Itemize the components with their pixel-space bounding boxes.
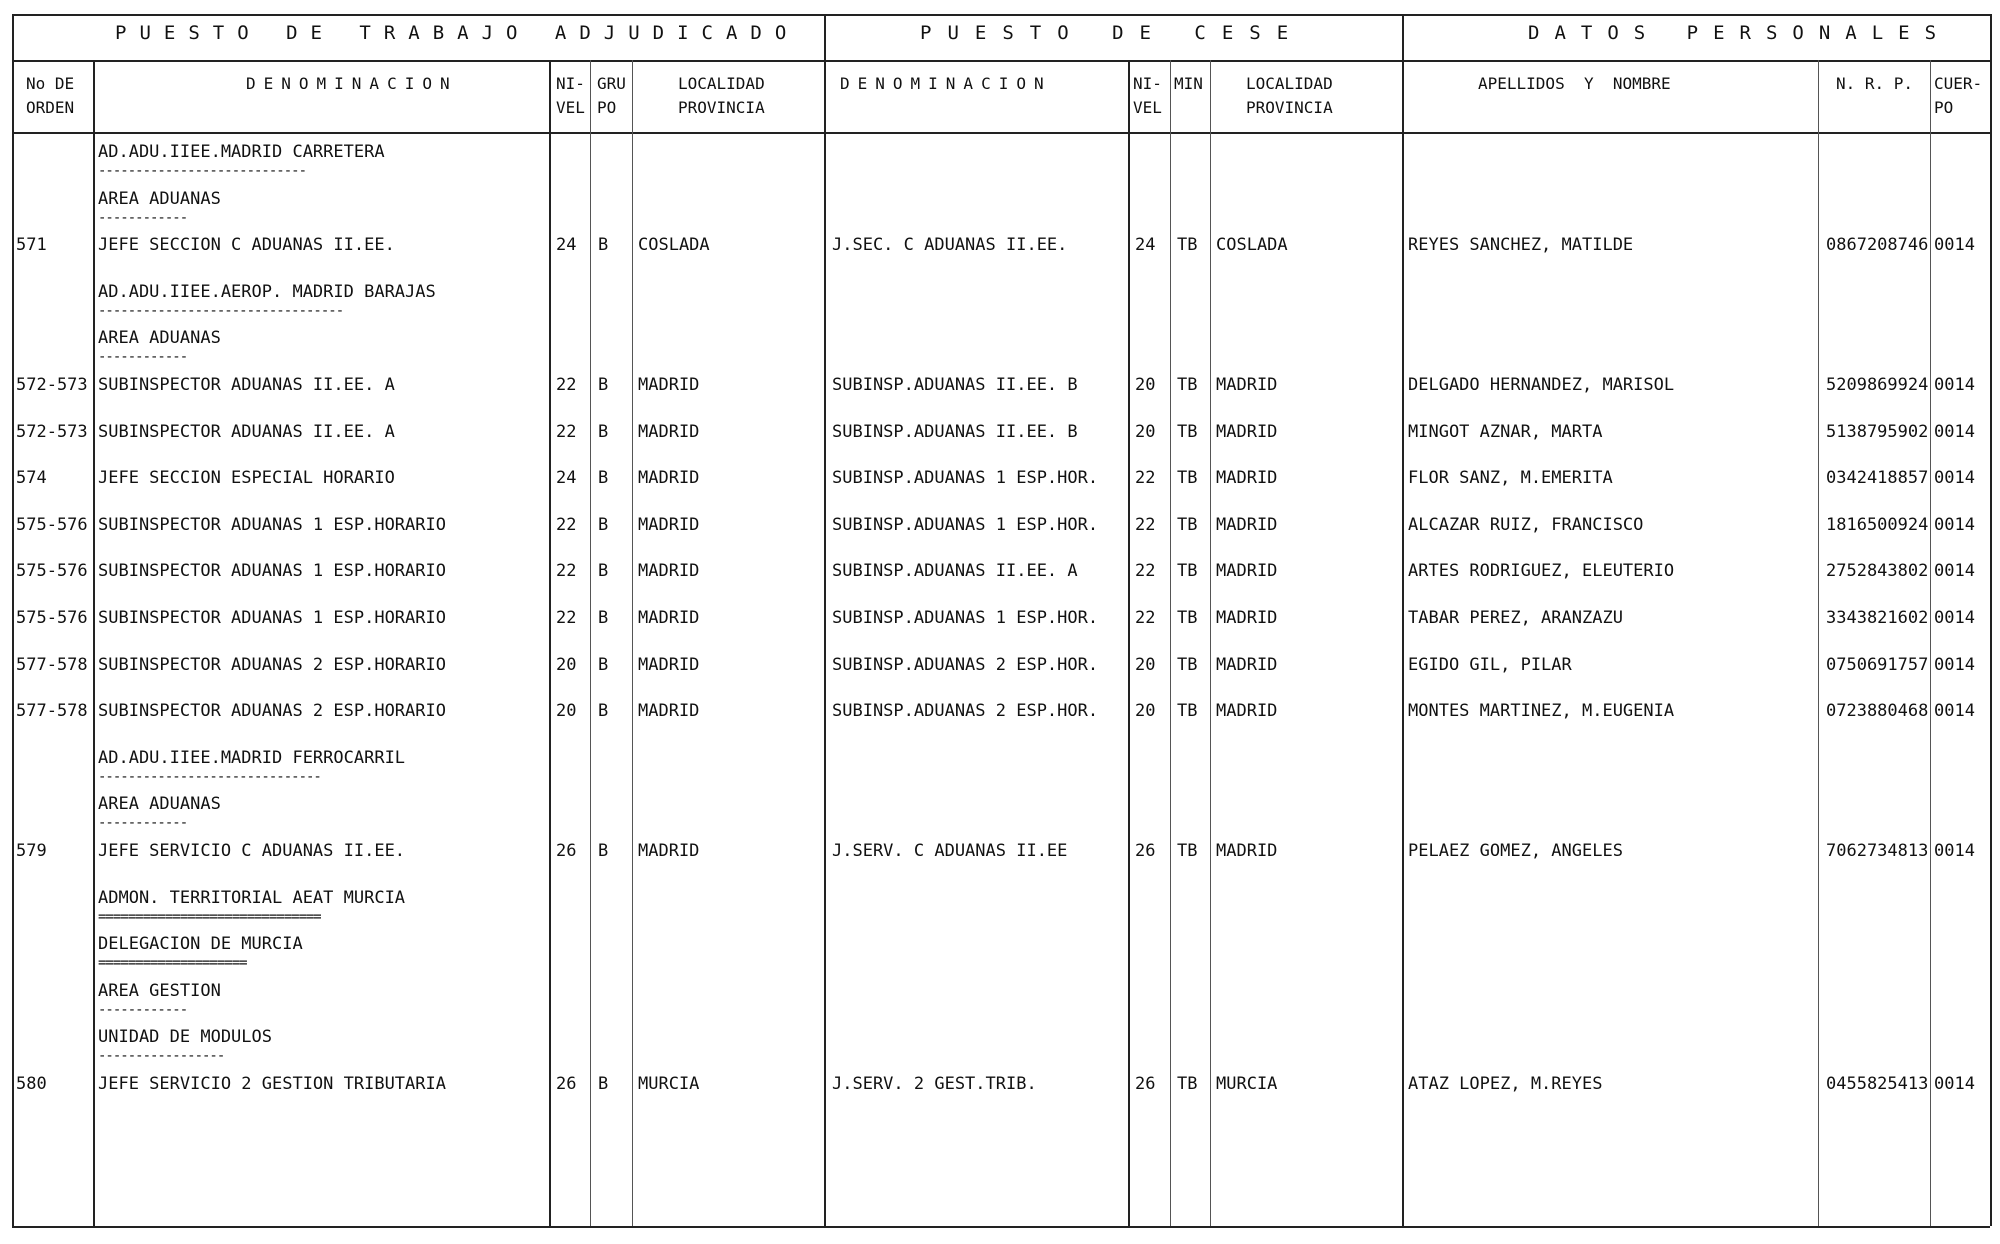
row-denominacion-cese: SUBINSP.ADUANAS II.EE. B xyxy=(832,374,1078,395)
col-header-grupo: GRU PO xyxy=(597,74,626,117)
row-denominacion: SUBINSPECTOR ADUANAS 1 ESP.HORARIO xyxy=(98,561,446,582)
row-min: TB xyxy=(1177,840,1198,861)
row-nivel-cese: 26 xyxy=(1135,1073,1156,1094)
row-nrp: 0867208746 xyxy=(1826,235,1929,256)
row-localidad: MADRID xyxy=(638,840,700,861)
unit-heading: AD.ADU.IIEE.AEROP. MADRID BARAJAS xyxy=(98,281,436,302)
row-nivel-cese: 22 xyxy=(1135,514,1156,535)
row-denominacion: JEFE SERVICIO 2 GESTION TRIBUTARIA xyxy=(98,1073,446,1094)
row-localidad: MADRID xyxy=(638,421,700,442)
row-nrp: 0750691757 xyxy=(1826,654,1929,675)
row-denominacion-cese: J.SERV. 2 GEST.TRIB. xyxy=(832,1073,1037,1094)
unit-heading: AREA ADUANAS xyxy=(98,794,221,815)
row-localidad-cese: MADRID xyxy=(1216,421,1278,442)
section-heading-row xyxy=(0,792,2000,839)
row-nivel: 20 xyxy=(556,654,577,675)
unit-heading-underline: ------------ xyxy=(98,350,188,365)
section-heading-row xyxy=(0,979,2000,1026)
row-nombre: ARTES RODRIGUEZ, ELEUTERIO xyxy=(1408,561,1675,582)
row-nivel-cese: 24 xyxy=(1135,235,1156,256)
row-orden: 575-576 xyxy=(16,607,88,628)
row-nivel-cese: 20 xyxy=(1135,654,1156,675)
row-denominacion: SUBINSPECTOR ADUANAS 2 ESP.HORARIO xyxy=(98,654,446,675)
row-nombre: TABAR PEREZ, ARANZAZU xyxy=(1408,607,1623,628)
row-cuerpo: 0014 xyxy=(1934,514,1975,535)
col-header-localidad-cese: LOCALIDAD PROVINCIA xyxy=(1246,74,1333,117)
row-localidad-cese: MADRID xyxy=(1216,514,1278,535)
row-cuerpo: 0014 xyxy=(1934,701,1975,722)
row-orden: 574 xyxy=(16,468,47,489)
row-orden: 572-573 xyxy=(16,374,88,395)
row-nivel: 24 xyxy=(556,235,577,256)
row-nivel: 24 xyxy=(556,468,577,489)
row-denominacion-cese: SUBINSP.ADUANAS II.EE. A xyxy=(832,561,1078,582)
unit-heading-underline: ------------ xyxy=(98,210,188,225)
row-localidad: MURCIA xyxy=(638,1073,700,1094)
row-denominacion: SUBINSPECTOR ADUANAS 1 ESP.HORARIO xyxy=(98,607,446,628)
col-header-denominacion: DENOMINACION xyxy=(246,74,458,93)
row-nombre: FLOR SANZ, M.EMERITA xyxy=(1408,468,1613,489)
row-orden: 572-573 xyxy=(16,421,88,442)
section-heading-row xyxy=(0,187,2000,234)
row-localidad-cese: MADRID xyxy=(1216,561,1278,582)
section-heading-row xyxy=(0,746,2000,793)
row-nombre: ALCAZAR RUIZ, FRANCISCO xyxy=(1408,514,1644,535)
row-nivel: 26 xyxy=(556,1073,577,1094)
row-orden: 580 xyxy=(16,1073,47,1094)
row-localidad: COSLADA xyxy=(638,235,710,256)
row-localidad-cese: MADRID xyxy=(1216,374,1278,395)
row-grupo: B xyxy=(598,840,609,861)
row-nombre: REYES SANCHEZ, MATILDE xyxy=(1408,235,1634,256)
unit-heading-underline: ------------ xyxy=(98,1002,188,1017)
row-nivel-cese: 22 xyxy=(1135,561,1156,582)
row-localidad-cese: MADRID xyxy=(1216,840,1278,861)
row-grupo: B xyxy=(598,701,609,722)
row-cuerpo: 0014 xyxy=(1934,840,1975,861)
unit-heading: AREA ADUANAS xyxy=(98,188,221,209)
row-localidad-cese: MADRID xyxy=(1216,607,1278,628)
unit-heading-underline: ============================== xyxy=(98,909,321,924)
table-row xyxy=(0,373,2000,420)
row-denominacion: JEFE SECCION ESPECIAL HORARIO xyxy=(98,468,395,489)
row-localidad: MADRID xyxy=(638,607,700,628)
unit-heading: AD.ADU.IIEE.MADRID FERROCARRIL xyxy=(98,747,406,768)
col-header-min: MIN xyxy=(1174,74,1203,93)
row-localidad: MADRID xyxy=(638,468,700,489)
col-header-localidad: LOCALIDAD PROVINCIA xyxy=(678,74,765,117)
unit-heading: ADMON. TERRITORIAL AEAT MURCIA xyxy=(98,887,406,908)
row-nrp: 3343821602 xyxy=(1826,607,1929,628)
row-localidad-cese: MADRID xyxy=(1216,654,1278,675)
row-nombre: EGIDO GIL, PILAR xyxy=(1408,654,1572,675)
col-header-denominacion-cese: DENOMINACION xyxy=(840,74,1052,93)
row-localidad: MADRID xyxy=(638,654,700,675)
row-nombre: MONTES MARTINEZ, M.EUGENIA xyxy=(1408,701,1675,722)
row-nivel: 22 xyxy=(556,607,577,628)
col-header-apellidos: APELLIDOS Y NOMBRE xyxy=(1478,74,1671,93)
section-title-cese: PUESTO DE CESE xyxy=(920,22,1305,44)
row-orden: 579 xyxy=(16,840,47,861)
row-min: TB xyxy=(1177,374,1198,395)
row-grupo: B xyxy=(598,514,609,535)
row-orden: 575-576 xyxy=(16,514,88,535)
table-row xyxy=(0,699,2000,746)
row-denominacion: SUBINSPECTOR ADUANAS II.EE. A xyxy=(98,374,395,395)
table-row xyxy=(0,559,2000,606)
row-denominacion-cese: J.SERV. C ADUANAS II.EE xyxy=(832,840,1068,861)
row-nivel: 22 xyxy=(556,561,577,582)
row-localidad-cese: MADRID xyxy=(1216,701,1278,722)
row-denominacion: JEFE SERVICIO C ADUANAS II.EE. xyxy=(98,840,406,861)
row-denominacion-cese: SUBINSP.ADUANAS 1 ESP.HOR. xyxy=(832,514,1099,535)
row-denominacion-cese: SUBINSP.ADUANAS 1 ESP.HOR. xyxy=(832,468,1099,489)
row-denominacion-cese: SUBINSP.ADUANAS II.EE. B xyxy=(832,421,1078,442)
row-localidad-cese: MURCIA xyxy=(1216,1073,1278,1094)
table-row xyxy=(0,420,2000,467)
row-nrp: 1816500924 xyxy=(1826,514,1929,535)
row-nombre: MINGOT AZNAR, MARTA xyxy=(1408,421,1603,442)
row-orden: 575-576 xyxy=(16,561,88,582)
unit-heading-underline: ------------------------------ xyxy=(98,769,321,784)
table-body xyxy=(0,140,2000,1118)
col-header-orden: No DE ORDEN xyxy=(26,74,75,117)
table-row xyxy=(0,1072,2000,1119)
row-denominacion: SUBINSPECTOR ADUANAS 1 ESP.HORARIO xyxy=(98,514,446,535)
row-nivel-cese: 22 xyxy=(1135,468,1156,489)
row-grupo: B xyxy=(598,468,609,489)
row-cuerpo: 0014 xyxy=(1934,468,1975,489)
row-nivel: 22 xyxy=(556,514,577,535)
row-cuerpo: 0014 xyxy=(1934,421,1975,442)
row-min: TB xyxy=(1177,654,1198,675)
row-grupo: B xyxy=(598,1073,609,1094)
col-header-nrp: N. R. P. xyxy=(1836,74,1914,93)
row-nivel: 20 xyxy=(556,701,577,722)
row-denominacion: SUBINSPECTOR ADUANAS 2 ESP.HORARIO xyxy=(98,701,446,722)
unit-heading-underline: ---------------------------- xyxy=(98,164,307,178)
section-heading-row xyxy=(0,886,2000,933)
row-cuerpo: 0014 xyxy=(1934,607,1975,628)
row-nivel-cese: 20 xyxy=(1135,374,1156,395)
row-nivel-cese: 26 xyxy=(1135,840,1156,861)
row-localidad: MADRID xyxy=(638,514,700,535)
row-min: TB xyxy=(1177,561,1198,582)
table-row xyxy=(0,653,2000,700)
section-heading-row xyxy=(0,280,2000,327)
col-header-nivel-cese: NI- VEL xyxy=(1133,74,1162,117)
section-heading-row xyxy=(0,932,2000,979)
row-nrp: 0455825413 xyxy=(1826,1073,1929,1094)
col-header-cuerpo: CUER- PO xyxy=(1934,74,1983,117)
row-nombre: PELAEZ GOMEZ, ANGELES xyxy=(1408,840,1623,861)
section-title-personales: DATOS PERSONALES xyxy=(1528,22,1952,44)
row-localidad-cese: MADRID xyxy=(1216,468,1278,489)
row-cuerpo: 0014 xyxy=(1934,374,1975,395)
unit-heading: AD.ADU.IIEE.MADRID CARRETERA xyxy=(98,142,385,162)
row-localidad: MADRID xyxy=(638,561,700,582)
row-nrp: 0723880468 xyxy=(1826,701,1929,722)
row-min: TB xyxy=(1177,514,1198,535)
row-min: TB xyxy=(1177,1073,1198,1094)
table-row xyxy=(0,466,2000,513)
row-nivel: 22 xyxy=(556,374,577,395)
section-header-rule xyxy=(12,60,1990,62)
row-min: TB xyxy=(1177,235,1198,256)
row-nivel: 26 xyxy=(556,840,577,861)
row-denominacion: SUBINSPECTOR ADUANAS II.EE. A xyxy=(98,421,395,442)
row-min: TB xyxy=(1177,468,1198,489)
column-header-rule xyxy=(12,132,1990,134)
row-nrp: 7062734813 xyxy=(1826,840,1929,861)
row-nrp: 5209869924 xyxy=(1826,374,1929,395)
unit-heading-underline: --------------------------------- xyxy=(98,303,344,318)
row-cuerpo: 0014 xyxy=(1934,235,1975,256)
row-grupo: B xyxy=(598,374,609,395)
row-min: TB xyxy=(1177,421,1198,442)
row-grupo: B xyxy=(598,607,609,628)
table-row xyxy=(0,233,2000,280)
row-nivel-cese: 22 xyxy=(1135,607,1156,628)
row-denominacion-cese: SUBINSP.ADUANAS 2 ESP.HOR. xyxy=(832,654,1099,675)
row-nivel-cese: 20 xyxy=(1135,701,1156,722)
row-nrp: 0342418857 xyxy=(1826,468,1929,489)
row-denominacion-cese: SUBINSP.ADUANAS 1 ESP.HOR. xyxy=(832,607,1099,628)
unit-heading: DELEGACION DE MURCIA xyxy=(98,934,303,955)
table-row xyxy=(0,839,2000,886)
section-heading-row xyxy=(0,326,2000,373)
row-grupo: B xyxy=(598,235,609,256)
row-cuerpo: 0014 xyxy=(1934,1073,1975,1094)
unit-heading: AREA ADUANAS xyxy=(98,328,221,349)
row-localidad: MADRID xyxy=(638,374,700,395)
row-localidad: MADRID xyxy=(638,701,700,722)
row-orden: 577-578 xyxy=(16,701,88,722)
table-row xyxy=(0,513,2000,560)
row-nrp: 2752843802 xyxy=(1826,561,1929,582)
row-nivel: 22 xyxy=(556,421,577,442)
row-min: TB xyxy=(1177,607,1198,628)
row-min: TB xyxy=(1177,701,1198,722)
row-grupo: B xyxy=(598,561,609,582)
row-localidad-cese: COSLADA xyxy=(1216,235,1288,256)
table-top-rule xyxy=(12,14,1990,16)
section-title-adjudicado: PUESTO DE TRABAJO ADJUDICADO xyxy=(115,22,800,44)
unit-heading-underline: ------------ xyxy=(98,816,188,831)
row-orden: 571 xyxy=(16,235,47,256)
unit-heading-underline: ==================== xyxy=(98,956,247,971)
row-nrp: 5138795902 xyxy=(1826,421,1929,442)
row-cuerpo: 0014 xyxy=(1934,654,1975,675)
unit-heading-underline: ----------------- xyxy=(98,1049,225,1064)
unit-heading: AREA GESTION xyxy=(98,980,221,1001)
col-header-nivel: NI- VEL xyxy=(556,74,585,117)
row-cuerpo: 0014 xyxy=(1934,561,1975,582)
row-nombre: DELGADO HERNANDEZ, MARISOL xyxy=(1408,374,1675,395)
row-orden: 577-578 xyxy=(16,654,88,675)
row-denominacion: JEFE SECCION C ADUANAS II.EE. xyxy=(98,235,395,256)
row-nivel-cese: 20 xyxy=(1135,421,1156,442)
row-denominacion-cese: SUBINSP.ADUANAS 2 ESP.HOR. xyxy=(832,701,1099,722)
table-row xyxy=(0,606,2000,653)
row-grupo: B xyxy=(598,654,609,675)
table-bottom-rule xyxy=(12,1226,1990,1228)
section-heading-row xyxy=(0,1025,2000,1072)
row-denominacion-cese: J.SEC. C ADUANAS II.EE. xyxy=(832,235,1068,256)
row-nombre: ATAZ LOPEZ, M.REYES xyxy=(1408,1073,1603,1094)
unit-heading: UNIDAD DE MODULOS xyxy=(98,1027,272,1048)
section-heading-row xyxy=(0,140,2000,187)
row-grupo: B xyxy=(598,421,609,442)
